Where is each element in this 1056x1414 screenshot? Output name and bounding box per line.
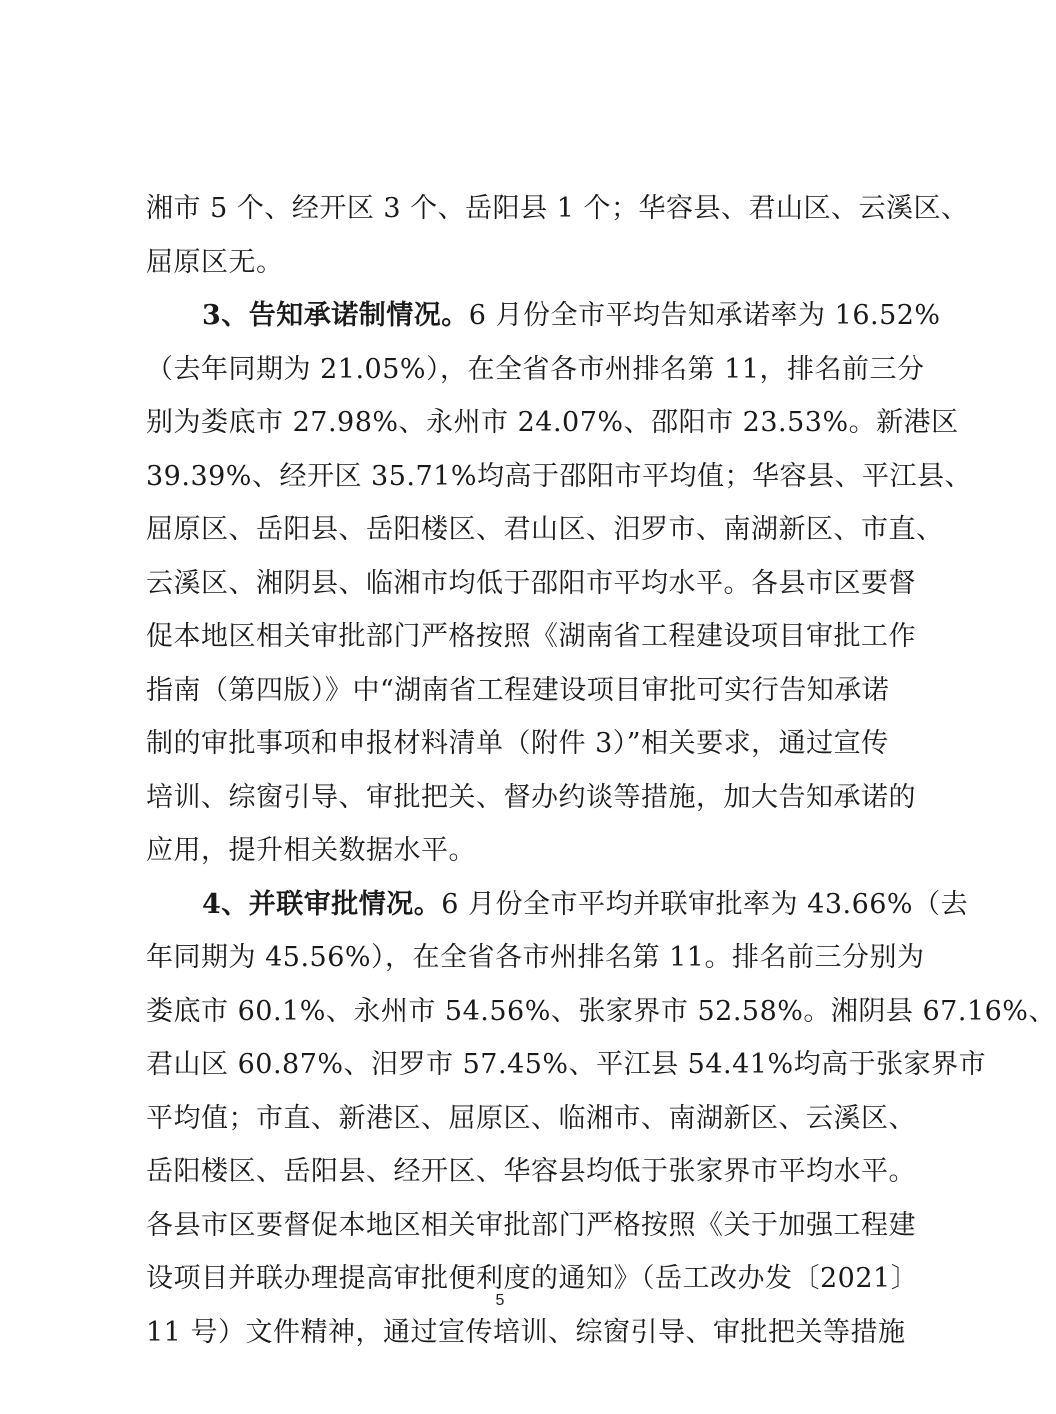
page-number: 5 bbox=[495, 1292, 505, 1309]
section-3-first-line-text: 6 月份全市平均告知承诺率为 16.52% bbox=[468, 300, 941, 331]
text-line: 君山区 60.87%、汨罗市 57.45%、平江县 54.41%均高于张家界市 bbox=[146, 1049, 987, 1080]
text-line: 云溪区、湘阴县、临湘市均低于邵阳市平均水平。各县市区要督 bbox=[146, 567, 916, 599]
text-line: 培训、综窗引导、审批把关、督办约谈等措施，加大告知承诺的 bbox=[146, 781, 916, 813]
text-line: 11 号）文件精神，通过宣传培训、综窗引导、审批把关等措施 bbox=[146, 1316, 906, 1348]
text-line: 制的审批事项和申报材料清单（附件 3）”相关要求，通过宣传 bbox=[146, 728, 889, 759]
body-text bbox=[146, 182, 1056, 1359]
text-line: 指南（第四版）》中“湖南省工程建设项目审批可实行告知承诺 bbox=[146, 674, 890, 706]
section-3-first-line bbox=[146, 289, 941, 343]
section-4-first-line-text: 6 月份全市平均并联审批率为 43.66%（去 bbox=[441, 888, 969, 920]
text-line: 屈原区、岳阳县、岳阳楼区、君山区、汨罗市、南湖新区、市直、 bbox=[146, 514, 944, 545]
text-line: 各县市区要督促本地区相关审批部门严格按照《关于加强工程建 bbox=[146, 1209, 916, 1241]
text-line: 屈原区无。 bbox=[146, 246, 284, 278]
text-line: 娄底市 60.1%、永州市 54.56%、张家界市 52.58%。湘阴县 67.16%、 bbox=[146, 995, 1056, 1027]
section-3-heading: 3、告知承诺制情况。 bbox=[202, 300, 469, 331]
text-line: 岳阳楼区、岳阳县、经开区、华容县均低于张家界市平均水平。 bbox=[146, 1156, 916, 1187]
section-4-first-line bbox=[146, 878, 969, 932]
section-4-heading: 4、并联审批情况。 bbox=[202, 888, 442, 920]
text-line: 促本地区相关审批部门严格按照《湖南省工程建设项目审批工作 bbox=[146, 621, 916, 652]
text-line: （去年同期为 21.05%），在全省各市州排名第 11，排名前三分 bbox=[146, 353, 925, 385]
text-line: 年同期为 45.56%），在全省各市州排名第 11。排名前三分别为 bbox=[146, 942, 925, 973]
text-line: 湘市 5 个、经开区 3 个、岳阳县 1 个；华容县、君山区、云溪区、 bbox=[146, 193, 969, 224]
text-line: 39.39%、经开区 35.71%均高于邵阳市平均值；华容县、平江县、 bbox=[146, 460, 972, 492]
text-line: 应用，提升相关数据水平。 bbox=[146, 835, 476, 866]
text-line: 别为娄底市 27.98%、永州市 24.07%、邵阳市 23.53%。新港区 bbox=[146, 407, 959, 438]
text-line: 设项目并联办理提高审批便利度的通知》（岳工改办发〔2021〕 bbox=[146, 1263, 919, 1294]
text-line: 平均值；市直、新港区、屈原区、临湘市、南湖新区、云溪区、 bbox=[146, 1102, 916, 1134]
